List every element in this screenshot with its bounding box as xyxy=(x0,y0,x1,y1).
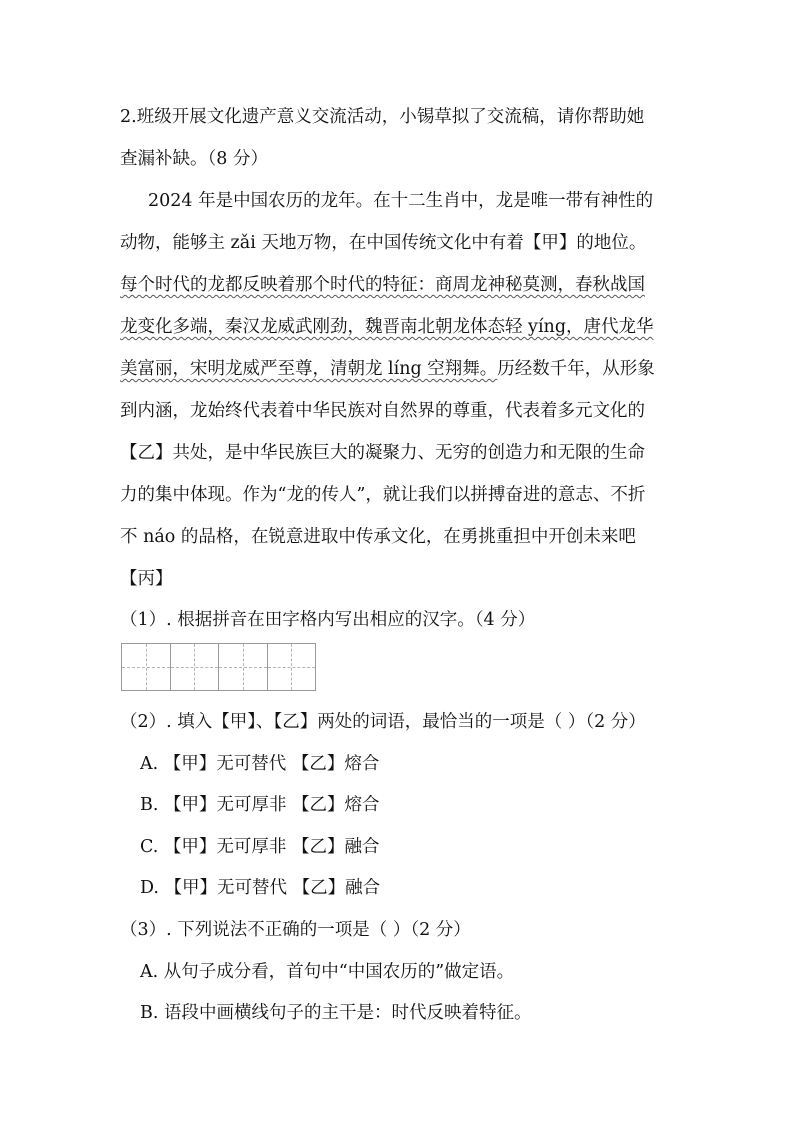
tianzige-cell[interactable] xyxy=(122,644,171,690)
passage-line-9: 不 náo 的品格，在锐意进取中传承文化，在勇挑重担中开创未来吧 xyxy=(120,527,636,547)
passage-line-2: 动物，能够主 zǎi 天地万物，在中国传统文化中有着【甲】的地位。 xyxy=(120,233,647,253)
q2-prompt: （2）. 填入【甲】、【乙】两处的词语，最恰当的一项是（ ）（2 分） xyxy=(120,712,646,732)
passage-line-4: 龙变化多端，秦汉龙威武刚劲，魏晋南北朝龙体态轻 yíng，唐代龙华 xyxy=(120,317,654,337)
q2-option-b: B. 【甲】无可厚非 【乙】熔合 xyxy=(140,795,380,815)
q3-prompt: （3）. 下列说法不正确的一项是（ ）（2 分） xyxy=(120,920,471,940)
passage-line-3: 每个时代的龙都反映着那个时代的特征：商周龙神秘莫测，春秋战国 xyxy=(120,275,645,295)
tianzige-cell[interactable] xyxy=(171,644,220,690)
passage-line-8: 力的集中体现。作为“龙的传人”，就让我们以拼搏奋进的意志、不折 xyxy=(120,485,646,505)
question-title-line-2: 查漏补缺。（8 分） xyxy=(120,149,268,169)
q2-option-c: C. 【甲】无可厚非 【乙】融合 xyxy=(140,837,380,857)
passage-line-5 xyxy=(120,356,655,382)
tianzige-cell[interactable] xyxy=(219,644,268,690)
tianzige-grid[interactable] xyxy=(121,643,316,691)
q1-prompt: （1）. 根据拼音在田字格内写出相应的汉字。（4 分） xyxy=(120,610,536,630)
passage-line-7: 【乙】共处，是中华民族巨大的凝聚力、无穷的创造力和无限的生命 xyxy=(120,443,645,463)
q3-option-b: B. 语段中画横线句子的主干是：时代反映着特征。 xyxy=(140,1003,532,1023)
q2-option-a: A. 【甲】无可替代 【乙】熔合 xyxy=(140,754,380,774)
question-title-line-1: 2.班级开展文化遗产意义交流活动，小锡草拟了交流稿，请你帮助她 xyxy=(120,107,645,127)
passage-line-6: 到内涵，龙始终代表着中华民族对自然界的尊重，代表着多元文化的 xyxy=(120,401,645,421)
passage-line-5-rest: 历经数千年，从形象 xyxy=(497,359,655,379)
q3-option-a: A. 从句子成分看，首句中“中国农历的”做定语。 xyxy=(140,962,515,982)
passage-line-1: 2024 年是中国农历的龙年。在十二生肖中，龙是唯一带有神性的 xyxy=(148,191,654,211)
q2-option-d: D. 【甲】无可替代 【乙】融合 xyxy=(140,878,381,898)
underlined-sentence-end: 美富丽，宋明龙威严至尊，清朝龙 líng 空翔舞。 xyxy=(120,359,498,379)
passage-line-10: 【丙】 xyxy=(120,569,173,589)
tianzige-cell[interactable] xyxy=(268,644,316,690)
